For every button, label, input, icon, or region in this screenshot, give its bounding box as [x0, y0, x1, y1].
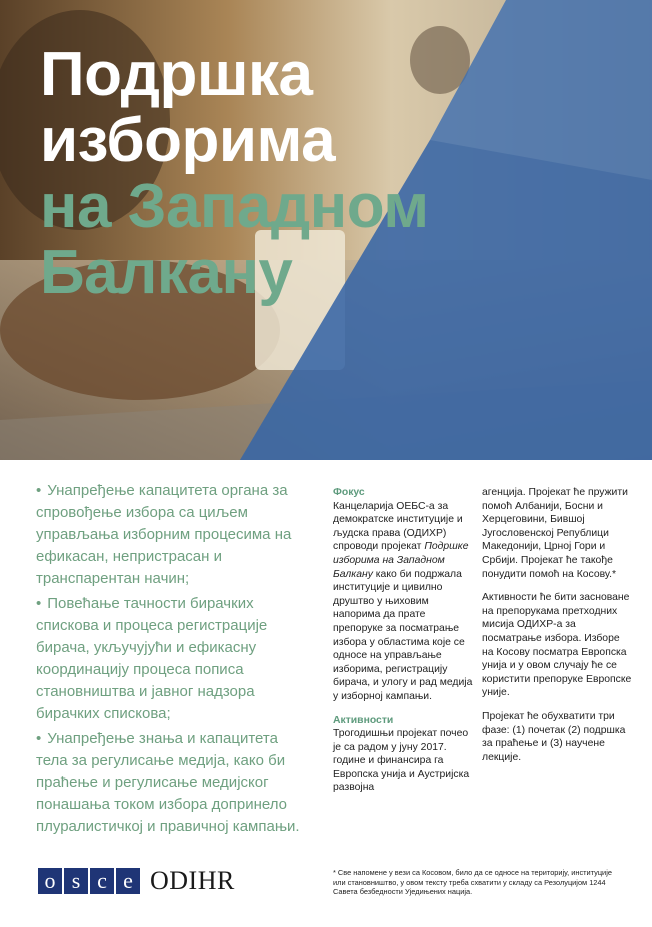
focus-heading: Фокус	[333, 487, 365, 498]
column3-paragraph-1: агенција. Пројекат ће пружити помоћ Албанији, Босни и Херцеговини, Бившој Југословенској Републици Македонији, Црној Гори и Србији. Пројекат ће такође понудити помоћ на Косову.*	[482, 487, 628, 580]
osce-logo: o s c e	[38, 868, 142, 894]
title-line-3: на Западном	[40, 172, 429, 241]
goals-list	[36, 480, 306, 841]
osce-odihr-logo	[38, 868, 235, 894]
activities-paragraph: Трогодишњи пројекат почео је са радом у јуну 2017. године и финансира га Европска унија и Аустријска развојна	[333, 728, 470, 794]
goal-item: • Унапређење капацитета органа за спровођење избора са циљем управљања изборним процесима на ефикасан, непристрасан и транспарентан начин;	[36, 482, 292, 587]
column3-paragraph-3: Пројекат ће обухватити три фазе: (1) почетак (2) подршка за праћење и (3) научене лекције.	[482, 710, 626, 763]
title-line-4: Балкану	[40, 238, 293, 307]
hero-image	[0, 0, 652, 460]
focus-paragraph: Канцеларија ОЕБС-а за демократске институције и људска права (ОДИХР) спроводи пројекат Подршке изборима на Западном Балкану како би подржала институције и цивилно друштво у њиховим напорима да прате препоруке за посматрање избора у областима које се односе на управљање изборима, регистрацију бирача, и улогу и рад медија у изборној кампањи.	[333, 500, 473, 702]
title-line-1: Подршка	[40, 40, 313, 109]
goal-item: • Унапређење знања и капацитета тела за регулисање медија, како би праћење и регулисање медијског понашања током избора допринело плуралистичкој и правичној кампањи.	[36, 730, 300, 835]
text-column-3	[482, 486, 632, 774]
page-title	[40, 42, 429, 306]
column3-paragraph-2: Активности ће бити засноване на препорукама претходних мисија ОДИХР-а за посматрање избора. Изборе на Косову посматра Европска унија и у овом случају ће се користити препоруке Европске уније.	[482, 592, 632, 699]
footnote: * Све напомене у вези са Косовом, било да се односе на територију, институције или становништво, у овом тексту треба схватити у складу са Резолуцијом 1244 Савета безбедности Уједињених нација.	[333, 868, 612, 896]
goal-item: • Повећање тачности бирачких спискова и процеса регистрације бирача, укључујући и ефикасну координацију процеса пописа становништва и јавног надзора бирачких спискова;	[36, 595, 268, 722]
odihr-wordmark: ODIHR	[150, 866, 235, 895]
activities-heading: Активности	[333, 714, 394, 726]
text-column-2	[333, 486, 473, 805]
title-line-2: изборима	[40, 106, 336, 175]
